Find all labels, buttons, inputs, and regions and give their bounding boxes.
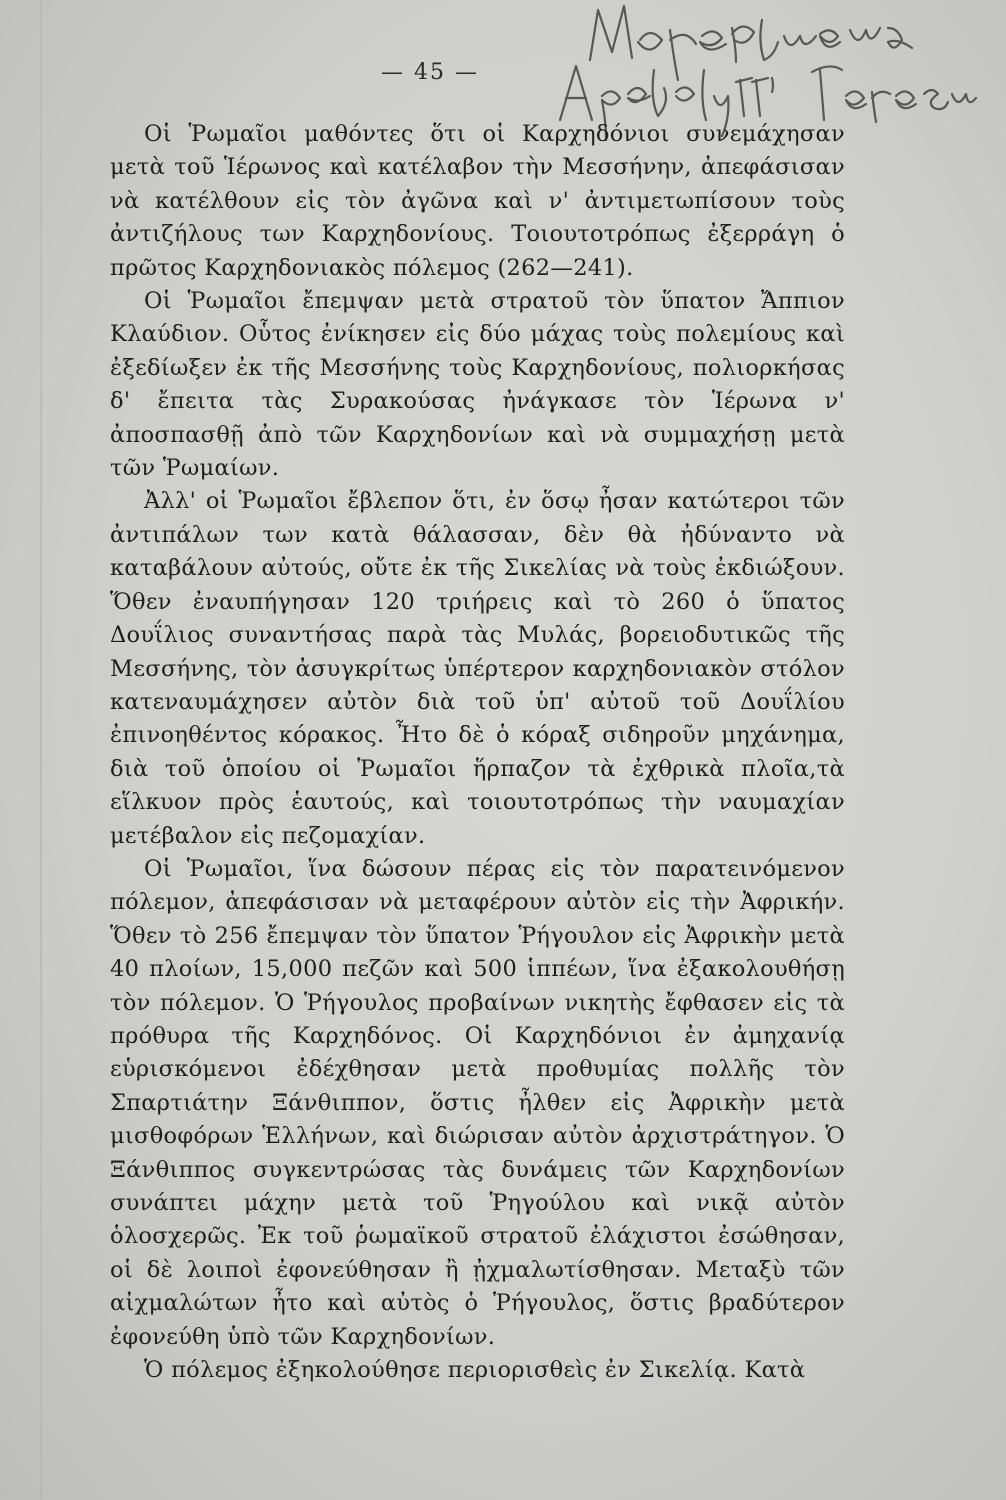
paragraph: Οἱ Ῥωμαῖοι, ἵνα δώσουν πέρας εἰς τὸν παρατεινόμενον πόλεμον, ἀπεφάσισαν νὰ μεταφέρουν αὐτὸν εἰς τὴν Ἀφρικήν. Ὅθεν τὸ 256 ἔπεμψαν τὸν ὕπατον Ῥήγουλον εἰς Ἀφρικὴν μετὰ 40 πλοίων, 15,000 πεζῶν καὶ 500 ἱππέων, ἵνα ἐξακολουθήσῃ τὸν πόλεμον. Ὁ Ῥήγουλος προβαίνων νικητὴς ἔφθασεν εἰς τὰ πρόθυρα τῆς Καρχηδόνος. Οἱ Καρχηδόνιοι ἐν ἀμηχανίᾳ εὑρισκόμενοι ἐδέχθησαν μετὰ προθυμίας πολλῆς τὸν Σπαρτιάτην Ξάνθιππον, ὅστις ἦλθεν εἰς Ἀφρικὴν μετὰ μισθοφόρων Ἑλλήνων, καὶ διώρισαν αὐτὸν ἀρχιστράτηγον. Ὁ Ξάνθιππος συγκεντρώσας τὰς δυνάμεις τῶν Καρχηδονίων συνάπτει μάχην μετὰ τοῦ Ῥηγούλου καὶ νικᾷ αὐτὸν ὁλοσχερῶς. Ἐκ τοῦ ῥωμαϊκοῦ στρατοῦ ἐλάχιστοι ἐσώθησαν, οἱ δὲ λοιποὶ ἐφονεύθησαν ἢ ᾐχμαλωτίσθησαν. Μεταξὺ τῶν αἰχμαλώτων ἦτο καὶ αὐτὸς ὁ Ῥήγουλος, ὅστις βραδύτερον ἐφονεύθη ὑπὸ τῶν Καρχηδονίων. [110,855,845,1350]
paragraph: Οἱ Ῥωμαῖοι μαθόντες ὅτι οἱ Καρχηδόνιοι συνεμάχησαν μετὰ τοῦ Ἱέρωνος καὶ κατέλαβον τὴν Μεσσήνην, ἀπεφάσισαν νὰ κατέλθουν εἰς τὸν ἀγῶνα καὶ ν' ἀντιμετωπίσουν τοὺς ἀντιζήλους των Καρχηδονίους. Τοιουτοτρόπως ἐξερράγη ὁ πρῶτος Καρχηδονιακὸς πόλεμος (262—241). [110,121,845,281]
paragraph: Ὁ πόλεμος ἐξηκολούθησε περιορισθεὶς ἐν Σικελίᾳ. Κατὰ [144,1357,806,1384]
body-text [110,118,845,1387]
page-number: — 45 — [381,60,479,85]
paragraph: Ἀλλ' οἱ Ῥωμαῖοι ἔβλεπον ὅτι, ἐν ὅσῳ ἦσαν κατώτεροι τῶν ἀντιπάλων των κατὰ θάλασσαν, δὲν θὰ ἠδύναντο νὰ καταβάλουν αὐτούς, οὔτε ἐκ τῆς Σικελίας νὰ τοὺς ἐκδιώξουν. Ὅθεν ἐναυπήγησαν 120 τριήρεις καὶ τὸ 260 ὁ ὕπατος Δουΐλιος συναντήσας παρὰ τὰς Μυλάς, βορειοδυτικῶς τῆς Μεσσήνης, τὸν ἀσυγκρίτως ὑπέρτερον καρχηδονιακὸν στόλον κατεναυμάχησεν αὐτὸν διὰ τοῦ ὑπ' αὐτοῦ τοῦ Δουΐλίου ἐπινοηθέντος κόρακος. Ἦτο δὲ ὁ κόραξ σιδηροῦν μηχάνημα, διὰ τοῦ ὁποίου οἱ Ῥωμαῖοι ἥρπαζον τὰ ἐχθρικὰ πλοῖα,τὰ εἵλκυον πρὸς ἑαυτούς, καὶ τοιουτοτρόπως τὴν ναυμαχίαν μετέβαλον εἰς πεζομαχίαν. [110,488,845,849]
page-fold-shadow [40,0,42,1500]
paragraph: Οἱ Ῥωμαῖοι ἔπεμψαν μετὰ στρατοῦ τὸν ὕπατον Ἄππιον Κλαύδιον. Οὗτος ἐνίκησεν εἰς δύο μάχας τοὺς πολεμίους καὶ ἐξεδίωξεν ἐκ τῆς Μεσσήνης τοὺς Καρχηδονίους, πολιορκήσας δ' ἔπειτα τὰς Συρακούσας ἠνάγκασε τὸν Ἱέρωνα ν' ἀποσπασθῇ ἀπὸ τῶν Καρχηδονίων καὶ νὰ συμμαχήσῃ μετὰ τῶν Ῥωμαίων. [110,288,845,482]
